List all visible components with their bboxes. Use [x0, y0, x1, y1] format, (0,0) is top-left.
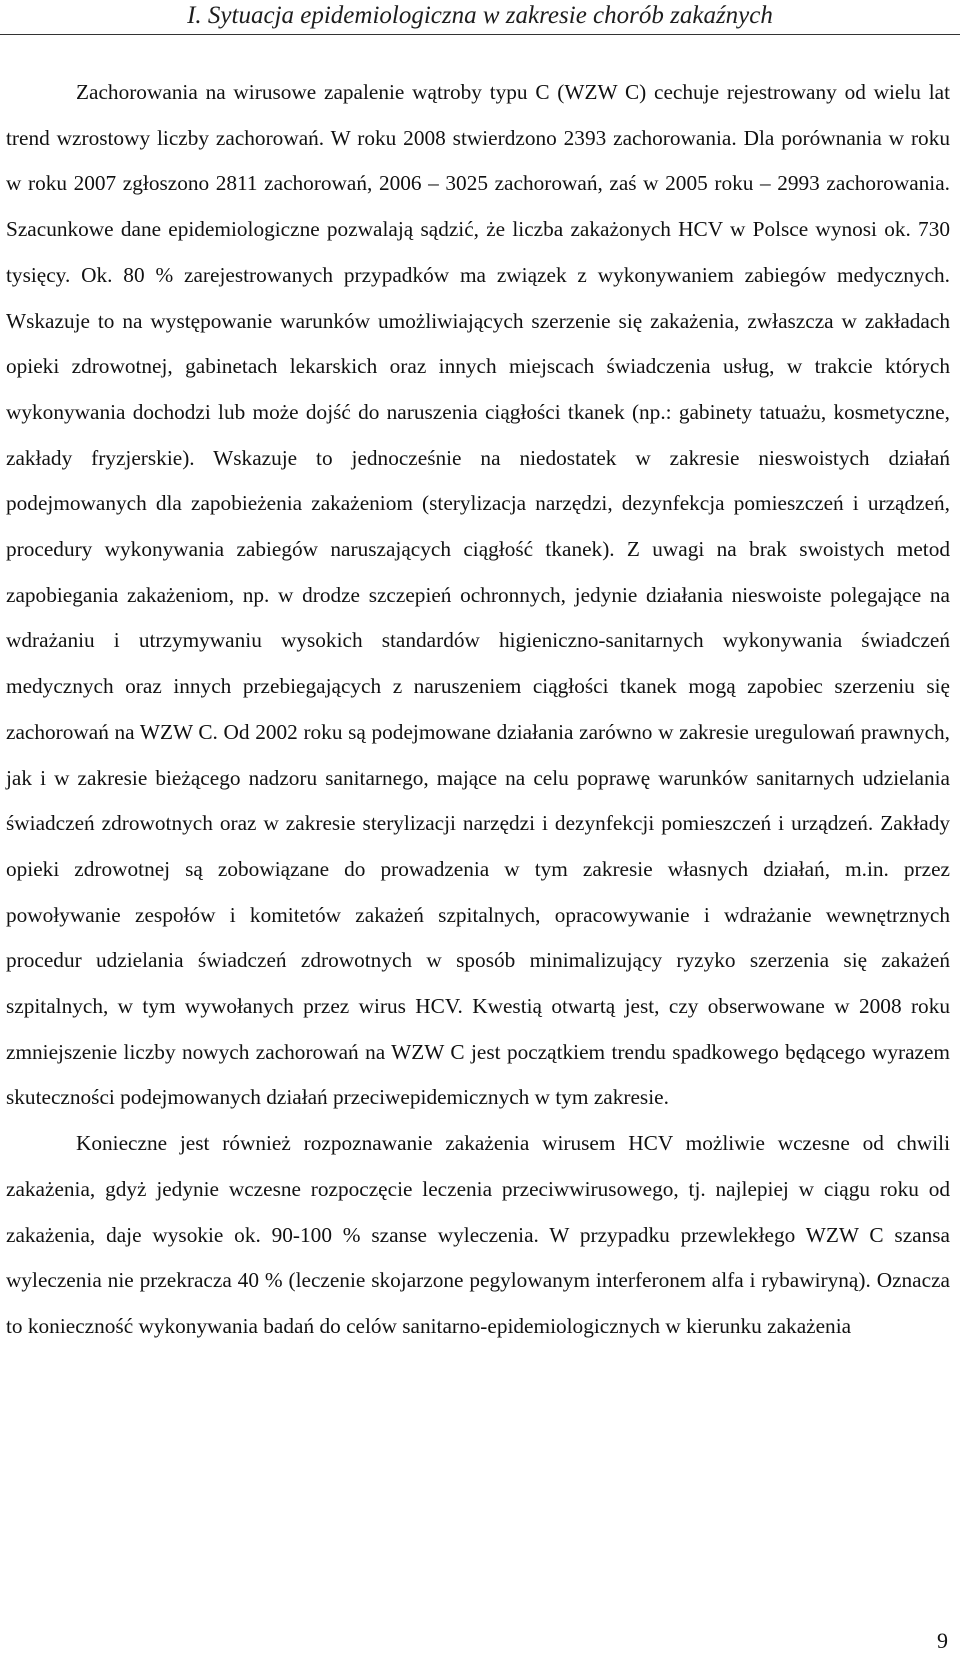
header-divider: [0, 34, 960, 35]
paragraph-2: Konieczne jest również rozpoznawanie zakażenia wirusem HCV możliwie wczesne od chwili zakażenia, gdyż jedynie wczesne rozpoczęcie leczenia przeciwwirusowego, tj. najlepiej w ciągu roku od zakażenia, daje wysokie ok. 90-100 % szanse wyleczenia. W przypadku przewlekłego WZW C szansa wyleczenia nie przekracza 40 % (leczenie skojarzone pegylowanym interferonem alfa i rybawiryną). Oznacza to konieczność wykonywania badań do celów sanitarno-epidemiologicznych w kierunku zakażenia: [6, 1131, 950, 1338]
running-header: [0, 0, 960, 30]
document-body: [6, 70, 950, 1350]
header-title: I. Sytuacja epidemiologiczna w zakresie chorób zakaźnych: [187, 2, 773, 29]
page-number: 9: [937, 1628, 948, 1653]
paragraph-1: Zachorowania na wirusowe zapalenie wątroby typu C (WZW C) cechuje rejestrowany od wielu lat trend wzrostowy liczby zachorowań. W roku 2008 stwierdzono 2393 zachorowania. Dla porównania w roku w roku 2007 zgłoszono 2811 zachorowań, 2006 – 3025 zachorowań, zaś w 2005 roku – 2993 zachorowania. Szacunkowe dane epidemiologiczne pozwalają sądzić, że liczba zakażonych HCV w Polsce wynosi ok. 730 tysięcy. Ok. 80 % zarejestrowanych przypadków ma związek z wykonywaniem zabiegów medycznych. Wskazuje to na występowanie warunków umożliwiających szerzenie się zakażenia, zwłaszcza w zakładach opieki zdrowotnej, gabinetach lekarskich oraz innych miejscach świadczenia usług, w trakcie których wykonywania dochodzi lub może dojść do naruszenia ciągłości tkanek (np.: gabinety tatuażu, kosmetyczne, zakłady fryzjerskie). Wskazuje to jednocześnie na niedostatek w zakresie nieswoistych działań podejmowanych dla zapobieżenia zakażeniom (sterylizacja narzędzi, dezynfekcja pomieszczeń i urządzeń, procedury wykonywania zabiegów naruszających ciągłość tkanek). Z uwagi na brak swoistych metod zapobiegania zakażeniom, np. w drodze szczepień ochronnych, jedynie działania nieswoiste polegające na wdrażaniu i utrzymywaniu wysokich standardów higieniczno-sanitarnych wykonywania świadczeń medycznych oraz innych przebiegających z naruszeniem ciągłości tkanek mogą zapobiec szerzeniu się zachorowań na WZW C. Od 2002 roku są podejmowane działania zarówno w zakresie uregulowań prawnych, jak i w zakresie bieżącego nadzoru sanitarnego, mające na celu poprawę warunków sanitarnych udzielania świadczeń zdrowotnych oraz w zakresie sterylizacji narzędzi i dezynfekcji pomieszczeń i urządzeń. Zakłady opieki zdrowotnej są zobowiązane do prowadzenia w tym zakresie własnych działań, m.in. przez powoływanie zespołów i komitetów zakażeń szpitalnych, opracowywanie i wdrażanie wewnętrznych procedur udzielania świadczeń zdrowotnych w sposób minimalizujący ryzyko szerzenia się zakażeń szpitalnych, w tym wywołanych przez wirus HCV. Kwestią otwartą jest, czy obserwowane w 2008 roku zmniejszenie liczby nowych zachorowań na WZW C jest początkiem trendu spadkowego będącego wyrazem skuteczności podejmowanych działań przeciwepidemicznych w tym zakresie.: [6, 80, 950, 1110]
